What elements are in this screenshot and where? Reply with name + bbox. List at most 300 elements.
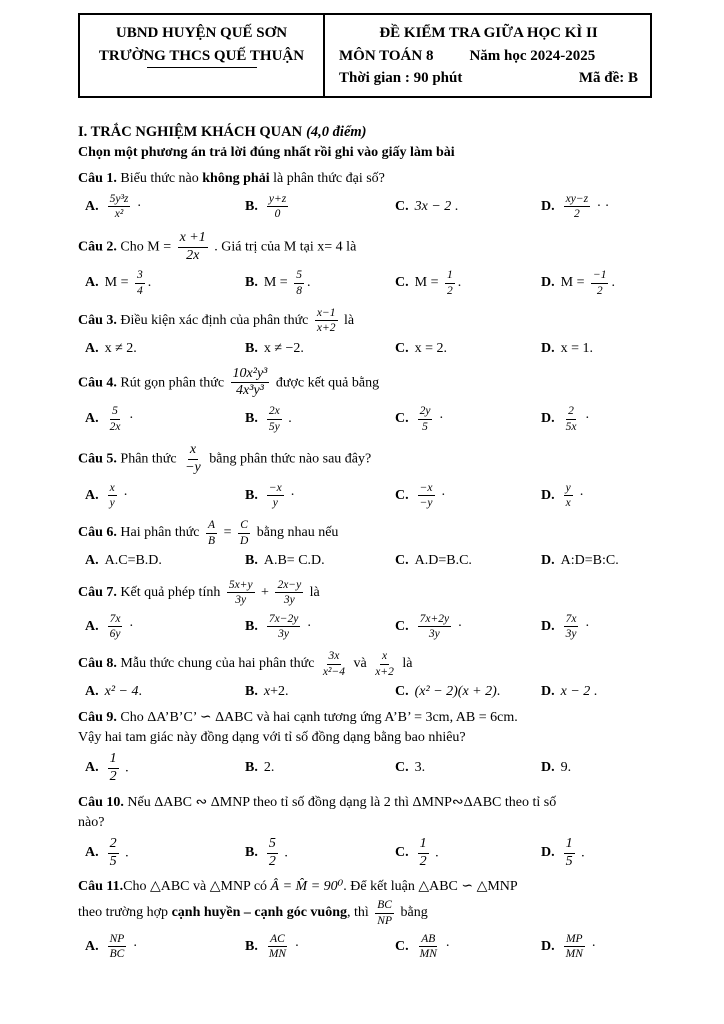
- text-segment: cạnh huyền – cạnh góc vuông: [171, 905, 347, 921]
- questions-list: [78, 169, 652, 963]
- option-key: A.: [85, 618, 99, 634]
- fraction: [238, 518, 250, 548]
- option-key: D.: [541, 553, 555, 569]
- school-name: TRƯỜNG THCS QUẾ THUẬN: [98, 47, 305, 64]
- fraction-denominator: x: [565, 496, 571, 509]
- text-segment: M =: [104, 275, 132, 291]
- text-segment: 3.: [414, 760, 426, 776]
- text-segment: x ≠ −2.: [263, 340, 304, 356]
- option-D: [541, 611, 652, 643]
- text-segment: và: [349, 656, 371, 672]
- text-segment: .: [121, 760, 129, 776]
- fraction-numerator: y: [564, 481, 573, 496]
- text-segment: Kết quả phép tính: [116, 585, 224, 601]
- fraction: [418, 836, 429, 871]
- text-segment: M =: [263, 275, 292, 291]
- fraction: [108, 404, 123, 434]
- option-key: D.: [541, 411, 555, 427]
- text-segment: ·: [435, 411, 444, 427]
- fraction-numerator: x +1: [178, 230, 208, 248]
- fraction-numerator: x: [380, 649, 389, 664]
- fraction: [591, 268, 609, 298]
- option-A: [85, 750, 245, 787]
- fraction: [183, 442, 203, 477]
- option-C: [395, 403, 541, 435]
- options-row: [78, 403, 652, 435]
- text-segment: Vậy hai tam giác này đồng dạng với tỉ số đồng dạng bằng bao nhiêu?: [78, 730, 466, 746]
- option-key: D.: [541, 198, 555, 214]
- fraction: [418, 612, 451, 642]
- fraction-denominator: x+2: [316, 322, 336, 335]
- options-row: [78, 611, 652, 643]
- option-C: [395, 551, 541, 571]
- text-segment: x: [263, 684, 271, 700]
- fraction-denominator: 3y: [235, 594, 247, 607]
- option-key: C.: [395, 760, 409, 776]
- option-content: [264, 480, 295, 512]
- option-C: [395, 682, 541, 702]
- option-key: B.: [245, 553, 258, 569]
- fraction-denominator: 3y: [283, 594, 295, 607]
- option-content: [264, 551, 325, 571]
- text-segment: . Giá trị của M tại x= 4 là: [210, 239, 357, 255]
- question-5: [78, 441, 652, 511]
- option-D: [541, 191, 652, 223]
- option-B: [245, 551, 395, 571]
- fraction-denominator: 2x: [109, 420, 121, 433]
- option-content: [561, 339, 593, 359]
- text-segment: .: [306, 275, 311, 291]
- fraction-denominator: 3y: [278, 628, 289, 641]
- fraction-numerator: AB: [419, 932, 437, 947]
- text-segment: ·: [125, 411, 134, 427]
- text-segment: Hai phân thức: [116, 525, 204, 541]
- option-D: [541, 551, 652, 571]
- text-segment: ·: [581, 618, 590, 634]
- option-content: [264, 191, 291, 223]
- fraction-denominator: x²: [114, 208, 124, 221]
- option-key: C.: [395, 487, 409, 503]
- text-segment: =: [220, 525, 235, 541]
- fraction-numerator: 2x−y: [275, 578, 303, 593]
- fraction: [321, 649, 347, 679]
- question-stem: [78, 793, 652, 813]
- duration: Thời gian : 90 phút: [339, 70, 463, 86]
- text-segment: 9.: [560, 760, 572, 776]
- text-segment: nào?: [78, 814, 105, 830]
- option-key: A.: [85, 487, 99, 503]
- option-B: [245, 931, 395, 963]
- text-segment: Biểu thức nào: [116, 170, 203, 186]
- text-segment: M =: [560, 275, 588, 291]
- text-segment: ·: [125, 618, 134, 634]
- text-segment: ·: [581, 411, 590, 427]
- question-stem: [78, 305, 652, 337]
- option-content: [415, 267, 462, 299]
- fraction: [418, 932, 439, 962]
- text-segment: · ·: [593, 199, 610, 215]
- fraction-denominator: B: [208, 534, 216, 547]
- question-label: Câu 5.: [78, 451, 117, 467]
- fraction: [108, 481, 117, 511]
- option-key: A.: [85, 845, 99, 861]
- subject: MÔN TOÁN 8: [339, 47, 434, 64]
- question-stem-line2: [78, 728, 652, 748]
- option-C: [395, 611, 541, 643]
- question-label: Câu 3.: [78, 313, 117, 329]
- fraction-denominator: BC: [109, 948, 125, 961]
- option-content: [105, 551, 162, 571]
- fraction: [267, 192, 288, 222]
- fraction-numerator: 1: [418, 836, 429, 854]
- question-4: [78, 365, 652, 435]
- text-segment: x = 1.: [560, 340, 594, 356]
- text-segment: .: [457, 275, 462, 291]
- fraction-numerator: BC: [375, 898, 394, 913]
- text-segment: bằng: [396, 905, 428, 921]
- option-C: [395, 835, 541, 872]
- question-label: Câu 2.: [78, 239, 117, 255]
- text-segment: .: [431, 845, 439, 861]
- option-A: [85, 191, 245, 223]
- option-key: C.: [395, 938, 409, 954]
- fraction-numerator: AC: [268, 932, 287, 947]
- text-segment: Cho △ABC và △MNP có: [123, 879, 271, 895]
- text-segment: A.D=B.C.: [414, 553, 472, 569]
- subject-line: [339, 45, 638, 68]
- question-stem: [78, 441, 652, 478]
- options-row: [78, 191, 652, 223]
- option-key: B.: [245, 487, 258, 503]
- option-content: [105, 339, 137, 359]
- fraction-denominator: D: [239, 534, 249, 547]
- text-segment: Mẫu thức chung của hai phân thức: [116, 656, 318, 672]
- text-segment: ·: [119, 487, 128, 503]
- fraction-numerator: 2: [566, 404, 576, 419]
- option-content: [105, 611, 134, 643]
- exam-title: ĐỀ KIỂM TRA GIỮA HỌC KÌ II: [379, 25, 598, 41]
- option-C: [395, 197, 541, 217]
- fraction-denominator: MN: [565, 948, 583, 961]
- fraction: [108, 192, 131, 222]
- option-content: [415, 758, 426, 778]
- option-content: [264, 339, 304, 359]
- fraction-numerator: 5x+y: [227, 578, 255, 593]
- instruction: Chọn một phương án trả lời đúng nhất rồi ghi vào giấy làm bài: [78, 145, 455, 161]
- fraction-numerator: −x: [267, 481, 284, 496]
- option-key: B.: [245, 938, 258, 954]
- fraction: [564, 192, 590, 222]
- fraction: [294, 268, 304, 298]
- fraction-numerator: 7x: [564, 612, 579, 627]
- option-content: [561, 480, 584, 512]
- options-row: [78, 835, 652, 872]
- option-content: [561, 835, 585, 872]
- option-content: [105, 403, 134, 435]
- fraction-numerator: xy−z: [564, 192, 590, 207]
- fraction-numerator: 3x: [327, 649, 342, 664]
- fraction-numerator: 5y³z: [108, 192, 131, 207]
- fraction: [231, 366, 270, 401]
- options-row: [78, 750, 652, 787]
- option-key: C.: [395, 198, 409, 214]
- text-segment: ·: [587, 939, 597, 955]
- fraction-numerator: 7x: [108, 612, 123, 627]
- option-key: A.: [85, 275, 99, 291]
- option-content: [415, 403, 444, 435]
- text-segment: x² − 4: [104, 684, 139, 700]
- fraction-denominator: 5: [565, 853, 573, 869]
- fraction: [375, 898, 394, 928]
- option-key: B.: [245, 618, 258, 634]
- text-segment: x ≠ 2.: [104, 340, 137, 356]
- option-A: [85, 267, 245, 299]
- fraction-numerator: 1: [445, 268, 455, 283]
- text-segment: bằng nhau nếu: [253, 525, 339, 541]
- option-content: [561, 403, 590, 435]
- option-C: [395, 758, 541, 778]
- option-B: [245, 191, 395, 223]
- fraction-numerator: 1: [108, 751, 119, 769]
- option-content: [105, 267, 152, 299]
- option-B: [245, 267, 395, 299]
- option-D: [541, 758, 652, 778]
- header-left-cell: [80, 15, 325, 96]
- fraction-denominator: 2: [596, 284, 603, 297]
- option-C: [395, 931, 541, 963]
- question-10: [78, 793, 652, 872]
- option-C: [395, 267, 541, 299]
- fraction-numerator: NP: [108, 932, 127, 947]
- option-key: C.: [395, 275, 409, 291]
- fraction: [275, 578, 303, 608]
- fraction-denominator: 2: [419, 853, 427, 869]
- option-key: D.: [541, 340, 555, 356]
- text-segment: là: [398, 656, 413, 672]
- option-key: C.: [395, 684, 409, 700]
- question-11: [78, 877, 652, 963]
- text-segment: là: [340, 313, 355, 329]
- fraction: [267, 404, 282, 434]
- fraction-numerator: 10x²y³: [231, 366, 270, 384]
- option-key: B.: [245, 684, 258, 700]
- option-A: [85, 480, 245, 512]
- fraction: [267, 481, 284, 511]
- section-points: (4,0 điểm): [306, 123, 367, 140]
- text-segment: ·: [441, 939, 451, 955]
- fraction-numerator: 5: [110, 404, 120, 419]
- fraction-denominator: −y: [419, 496, 433, 509]
- text-segment: được kết quả bằng: [272, 375, 380, 391]
- option-content: [415, 197, 459, 217]
- text-segment: .: [121, 845, 129, 861]
- org-name: UBND HUYỆN QUẾ SƠN: [115, 25, 288, 41]
- option-content: [561, 267, 615, 299]
- question-stem: [78, 577, 652, 609]
- question-7: [78, 577, 652, 643]
- fraction-denominator: MN: [419, 948, 437, 961]
- text-segment: không phải: [202, 170, 270, 186]
- option-content: [264, 835, 288, 872]
- text-segment: ·: [437, 487, 446, 503]
- option-key: D.: [541, 845, 555, 861]
- fraction-numerator: 1: [564, 836, 575, 854]
- question-3: [78, 305, 652, 359]
- question-label: Câu 9.: [78, 710, 117, 726]
- fraction: [564, 404, 579, 434]
- text-segment: Điều kiện xác định của phân thức: [116, 313, 312, 329]
- header-table: [78, 13, 652, 98]
- question-6: [78, 517, 652, 571]
- fraction-numerator: −x: [418, 481, 435, 496]
- option-key: A.: [85, 411, 99, 427]
- text-segment: ·: [291, 939, 300, 955]
- text-segment: (x² − 2)(x + 2): [414, 684, 497, 700]
- question-stem: [78, 365, 652, 402]
- option-key: D.: [541, 618, 555, 634]
- question-label: Câu 10.: [78, 794, 124, 810]
- fraction-numerator: −1: [591, 268, 609, 283]
- fraction-numerator: x: [108, 481, 117, 496]
- question-label: Câu 8.: [78, 656, 117, 672]
- option-key: D.: [541, 275, 555, 291]
- fraction: [267, 932, 288, 962]
- option-key: A.: [85, 938, 99, 954]
- option-key: C.: [395, 411, 409, 427]
- option-B: [245, 611, 395, 643]
- fraction: [418, 481, 435, 511]
- fraction-denominator: 2: [109, 768, 117, 784]
- fraction-denominator: NP: [377, 914, 392, 927]
- option-D: [541, 480, 652, 512]
- option-D: [541, 339, 652, 359]
- option-B: [245, 403, 395, 435]
- fraction-numerator: 3: [135, 268, 145, 283]
- fraction: [564, 836, 575, 871]
- option-content: [561, 931, 596, 963]
- text-segment: 2.: [263, 760, 275, 776]
- fraction-denominator: 4: [136, 284, 143, 297]
- option-content: [264, 611, 312, 643]
- fraction: [108, 751, 119, 786]
- fraction: [267, 612, 300, 642]
- question-8: [78, 648, 652, 702]
- option-C: [395, 480, 541, 512]
- question-label: Câu 1.: [78, 170, 117, 186]
- text-segment: .: [451, 198, 459, 214]
- question-1: [78, 169, 652, 223]
- text-segment: ·: [454, 618, 463, 634]
- fraction-denominator: 3y: [565, 628, 577, 641]
- question-2: [78, 229, 652, 299]
- text-segment: .: [138, 684, 142, 700]
- option-B: [245, 682, 395, 702]
- fraction-numerator: 2x: [267, 404, 282, 419]
- option-content: [415, 551, 472, 571]
- fraction-denominator: 8: [296, 284, 302, 297]
- option-A: [85, 835, 245, 872]
- option-content: [415, 339, 447, 359]
- question-label: Câu 11.: [78, 879, 124, 895]
- option-content: [264, 403, 292, 435]
- option-key: C.: [395, 553, 409, 569]
- text-segment: A:D=B:C.: [560, 553, 619, 569]
- option-A: [85, 551, 245, 571]
- text-segment: Â = M̂ = 90⁰: [270, 879, 344, 895]
- question-stem: [78, 517, 652, 549]
- fraction-numerator: 2y: [418, 404, 433, 419]
- text-segment: theo trường hợp: [78, 905, 172, 921]
- fraction-denominator: y: [109, 496, 115, 509]
- option-content: [105, 480, 128, 512]
- fraction-numerator: A: [206, 518, 217, 533]
- fraction-denominator: 0: [274, 208, 281, 221]
- fraction-denominator: 2x: [186, 247, 200, 263]
- fraction-numerator: 7x+2y: [418, 612, 451, 627]
- fraction: [227, 578, 255, 608]
- fraction: [108, 612, 123, 642]
- option-key: C.: [395, 845, 409, 861]
- question-stem: [78, 648, 652, 680]
- text-segment: Rút gọn phân thức: [116, 375, 228, 391]
- option-content: [105, 682, 142, 702]
- options-row: [78, 480, 652, 512]
- option-D: [541, 931, 652, 963]
- fraction-denominator: 5: [422, 420, 428, 433]
- text-segment: .: [280, 845, 288, 861]
- option-content: [264, 931, 299, 963]
- fraction-numerator: C: [238, 518, 250, 533]
- text-segment: .: [577, 845, 585, 861]
- fraction: [206, 518, 217, 548]
- options-row: [78, 339, 652, 359]
- fraction: [564, 612, 579, 642]
- fraction: [418, 404, 433, 434]
- question-stem-line2: [78, 897, 652, 929]
- text-segment: ·: [303, 618, 312, 634]
- option-content: [264, 682, 289, 702]
- option-content: [561, 682, 598, 702]
- fraction-denominator: −y: [185, 459, 201, 475]
- option-key: C.: [395, 340, 409, 356]
- question-label: Câu 6.: [78, 525, 117, 541]
- option-key: A.: [85, 760, 99, 776]
- option-key: D.: [541, 684, 555, 700]
- fraction-denominator: 2: [573, 208, 580, 221]
- option-A: [85, 931, 245, 963]
- text-segment: x = 2.: [414, 340, 448, 356]
- option-key: A.: [85, 198, 99, 214]
- option-B: [245, 758, 395, 778]
- option-content: [105, 835, 129, 872]
- option-content: [264, 267, 311, 299]
- option-key: A.: [85, 553, 99, 569]
- option-content: [105, 750, 129, 787]
- fraction: [267, 836, 278, 871]
- option-A: [85, 682, 245, 702]
- text-segment: Cho ΔA’B’C’ ∽ ΔABC và hai cạnh tương ứng A’B’ = 3cm, AB = 6cm.: [116, 710, 518, 726]
- fraction: [135, 268, 145, 298]
- exam-code: Mã đề: B: [578, 70, 638, 86]
- option-content: [415, 611, 463, 643]
- fraction-numerator: x: [188, 442, 198, 460]
- text-segment: 3x − 2: [414, 198, 452, 214]
- fraction-numerator: y+z: [267, 192, 288, 207]
- section-title-text: I. TRẮC NGHIỆM KHÁCH QUAN: [78, 123, 303, 140]
- text-segment: .: [611, 275, 615, 291]
- school-name-underline: [147, 67, 257, 68]
- text-segment: .: [284, 411, 292, 427]
